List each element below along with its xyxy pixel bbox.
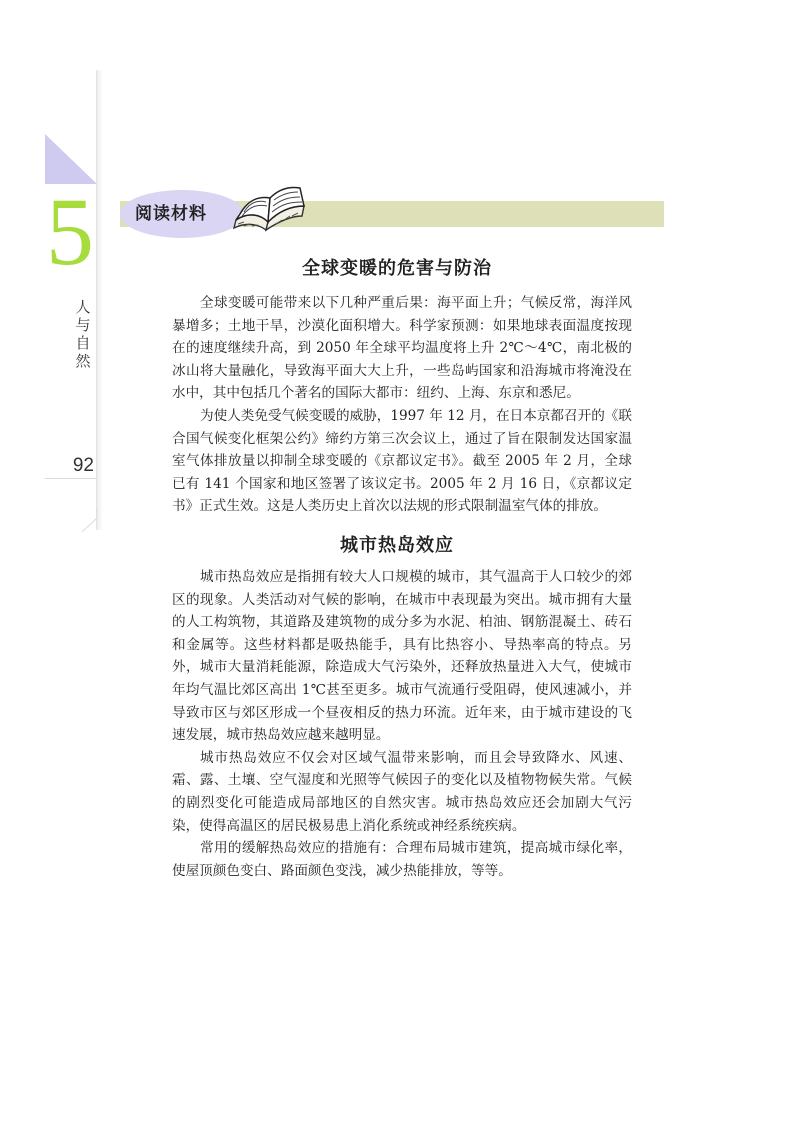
page-number-underline — [45, 478, 97, 479]
chapter-number: 5 — [46, 178, 94, 285]
page-number: 92 — [72, 455, 94, 476]
section-heading: 城市热岛效应 — [340, 535, 454, 556]
banner-label: 阅读材料 — [135, 204, 207, 224]
left-margin-shadow — [97, 70, 103, 530]
page-corner-fold-icon — [80, 508, 100, 532]
section-body — [172, 566, 632, 882]
paragraph: 常用的缓解热岛效应的措施有：合理布局城市建筑，提高城市绿化率，使屋顶颜色变白、路面颜色变浅，减少热能排放，等等。 — [172, 840, 632, 879]
section-heading: 全球变暖的危害与防治 — [302, 258, 492, 279]
chapter-title: 人与自然 — [75, 298, 91, 370]
paragraph: 城市热岛效应不仅会对区域气温带来影响，而且会导致降水、风速、霜、露、土壤、空气湿度和光照等气候因子的变化以及植物物候失常。气候的剧烈变化可能造成局部地区的自然灾害。城市热岛效应还会加剧大气污染，使得高温区的居民极易患上消化系统或神经系统疾病。 — [172, 749, 632, 834]
paragraph: 城市热岛效应是指拥有较大人口规模的城市，其气温高于人口较少的郊区的现象。人类活动对气候的影响，在城市中表现最为突出。城市拥有大量的人工构筑物，其道路及建筑物的成分多为水泥、柏油、钢筋混凝土、砖石和金属等。这些材料都是吸热能手，具有比热容小、导热率高的特点。另外，城市大量消耗能源，除造成大气污染外，还释放热量进入大气，使城市年均气温比郊区高出 1℃甚至更多。城市气流通行受阻碍，使风速减小，并导致市区与郊区形成一个昼夜相反的热力环流。近年来，由于城市建设的飞速发展，城市热岛效应越来越明显。 — [172, 569, 632, 744]
section-body — [172, 292, 632, 518]
paragraph: 全球变暖可能带来以下几种严重后果：海平面上升；气候反常，海洋风暴增多；土地干旱，沙漠化面积增大。科学家预测：如果地球表面温度按现在的速度继续升高，到 2050 年全球平均温度将上升 2℃～4℃，南北极的冰山将大量融化，导致海平面大大上升，一些岛屿国家和沿海城市将淹没在水中，其中包括几个著名的国际大都市：纽约、上海、东京和悉尼。 — [172, 295, 632, 402]
open-book-icon — [230, 184, 308, 236]
paragraph: 为使人类免受气候变暖的威胁，1997 年 12 月，在日本京都召开的《联合国气候变化框架公约》缔约方第三次会议上，通过了旨在限制发达国家温室气体排放量以抑制全球变暖的《京都议定书》。截至 2005 年 2 月，全球已有 141 个国家和地区签署了该议定书。2005 年 2 月 16 日，《京都议定书》正式生效。这是人类历史上首次以法规的形式限制温室气体的排放。 — [172, 407, 632, 515]
